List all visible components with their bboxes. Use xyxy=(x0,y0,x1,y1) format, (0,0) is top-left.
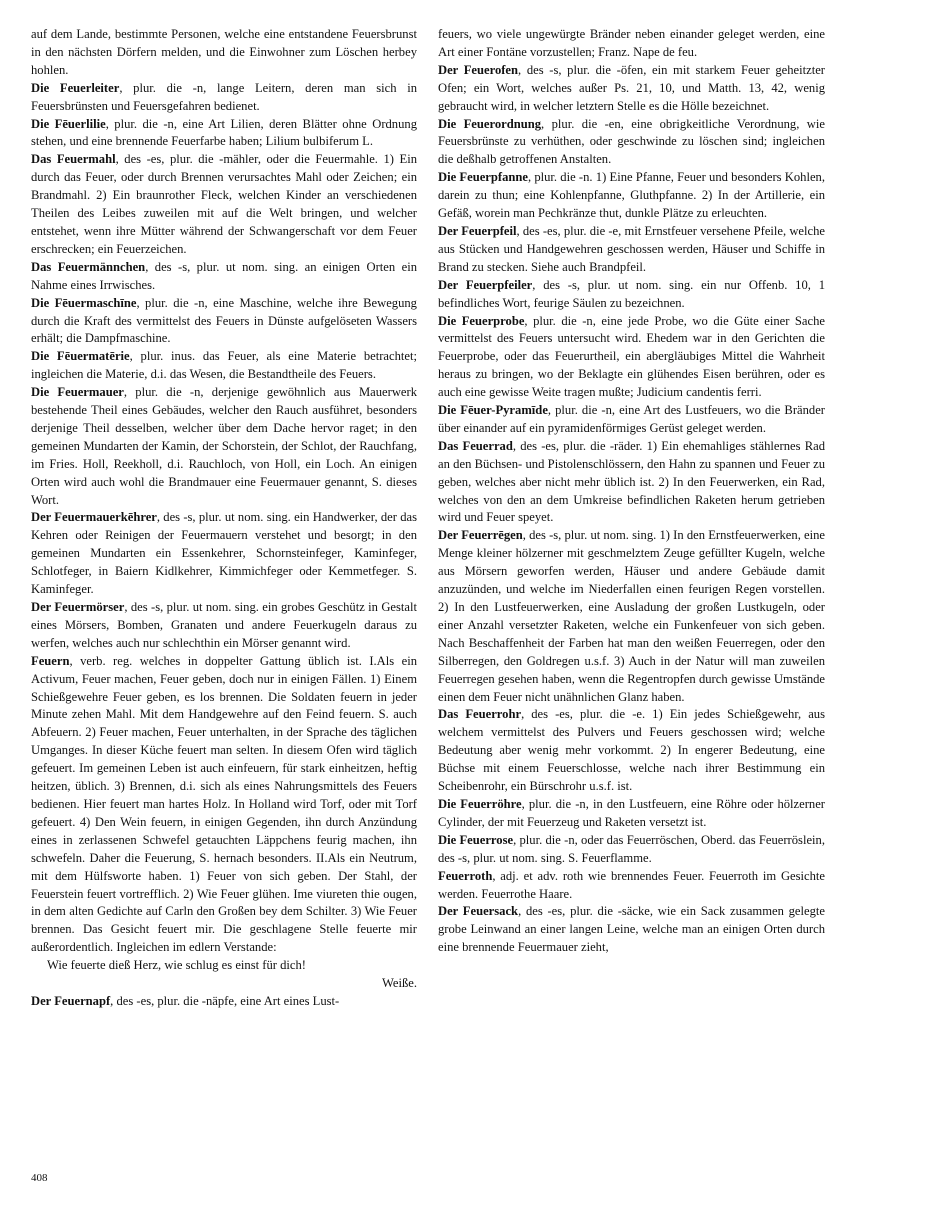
dictionary-entry xyxy=(438,26,825,62)
dictionary-entry xyxy=(31,384,417,509)
entry-text: , des -es, plur. die -mähler, oder die Feuermahle. 1) Ein durch das Feuer, oder durch Brennen verursachtes Mahl oder Zeichen; ein Brandmahl. 2) Ein braunrother Fleck, welchen Kinder an verschiedenen Theilen des Leibes zuweilen mit auf die Welt bringen, und welcher entstehet, wenn ihre Mütter während der Schwangerschaft vor dem Feuer erschrecken; ein Feuerzeichen. xyxy=(31,152,417,256)
dictionary-entry xyxy=(438,223,825,277)
entry-text: , des -es, plur. die -näpfe, eine Art eines Lust- xyxy=(110,993,340,1008)
entry-text: , des -s, plur. ut nom. sing. ein nur Offenb. 10, 1 befindliches Wort, feurige Säulen zu bezeichnen. xyxy=(438,277,825,310)
entry-text: , plur. die -n, derjenige gewöhnlich aus Mauerwerk bestehende Theil eines Gebäudes, welcher den Rauch ausführet, besonders derjenige Theil desselben, welcher über dem Dache hervor raget; in den gemeinen Mundarten der Kamin, der Schorstein, der Schlot, der Rauchfang, im Fries. Holl, Reekholl, d.i. Rauchloch, von Holl, ein Loch. An einigen Orten wird auch wohl die Brandmauer eine Feuermauer genannt, S. dieses Wort. xyxy=(31,385,417,507)
dictionary-entry xyxy=(438,116,825,170)
entry-headword: Die Feuerpfanne xyxy=(438,170,528,185)
entry-headword: Der Feuerofen xyxy=(438,62,519,77)
page-number: 408 xyxy=(31,1172,48,1184)
entry-headword: Das Feuerrad xyxy=(438,438,513,453)
dictionary-entry xyxy=(438,438,825,528)
entry-text: , plur. die -n, in den Lustfeuern, eine Röhre oder hölzerner Cylinder, der mit Feuerzeug und Raketen versetzt ist. xyxy=(438,796,825,829)
entry-text: , des -es, plur. die -e, mit Ernstfeuer versehene Pfeile, welche aus Stücken und Handgewehren geschossen werden, Häuser und Schiffe in Brand zu stecken. Siehe auch Brandpfeil. xyxy=(438,223,825,274)
entry-text: , plur. die -n, lange Leitern, deren man sich in Feuersbrünsten und Feuersgefahren bedienet. xyxy=(31,80,417,113)
dictionary-entry xyxy=(31,151,417,258)
entry-text: , des -es, plur. die -räder. 1) Ein ehemahliges stählernes Rad an den Büchsen- und Pistolenschlössern, den Hahn zu spannen und Feuer zu geben, welches aber nicht mehr üblich ist. 2) In den Feuerwerken, ein Rad, welches von den an dem Umkreise befindlichen Raketen herum getrieben wird und Feuer speyet. xyxy=(438,438,825,525)
entry-text: Wie feuerte dieß Herz, wie schlug es einst für dich! xyxy=(47,958,306,973)
entry-headword: Die Fēuermaschīne xyxy=(31,295,137,310)
dictionary-entry xyxy=(31,116,417,152)
dictionary-entry xyxy=(31,259,417,295)
entry-text: , plur. die -n, eine Maschine, welche ihre Bewegung durch die Kraft des vermittelst des Feuers in Dünste aufgelöseten Wassers erhält; die Dampfmaschine. xyxy=(31,295,417,346)
entry-headword: Die Fēuer-Pyramīde xyxy=(438,403,548,418)
entry-text: , des -s, plur. ut nom. sing. ein Handwerker, der das Kehren oder Reinigen der Feuermauern verstehet und besorgt; in den gemeinen Mundarten ein Essenkehrer, Schornsteinfeger, Kaminfeger, Schlotfeger, in Baiern Kidlkehrer, Kimmichfeger oder Kemmetfeger. S. Kaminfeger. xyxy=(31,510,417,597)
dictionary-entry xyxy=(31,26,417,80)
dictionary-entry xyxy=(438,796,825,832)
dictionary-entry xyxy=(31,993,417,1011)
dictionary-entry xyxy=(438,402,825,438)
dictionary-entry xyxy=(31,653,417,957)
dictionary-entry xyxy=(438,313,825,403)
entry-text: , plur. die -n, eine Art Lilien, deren Blätter ohne Ordnung stehen, und eine brennende Feuerfarbe haben; Lilium bulbiferum L. xyxy=(31,116,417,149)
entry-headword: Das Feuermännchen xyxy=(31,259,146,274)
entry-text: , des -es, plur. die -säcke, wie ein Sack zusammen gelegte grobe Leinwand an einer langen Leine, welche man an einigen Orten durch eine brennende Feuermauer zieht, xyxy=(438,904,825,955)
left-column xyxy=(31,26,417,1011)
right-column xyxy=(438,26,825,957)
dictionary-entry xyxy=(31,599,417,653)
dictionary-entry xyxy=(438,527,825,706)
entry-headword: Der Feuermauerkēhrer xyxy=(31,510,157,525)
dictionary-entry xyxy=(31,295,417,349)
entry-headword: Die Feuerordnung xyxy=(438,116,542,131)
dictionary-entry xyxy=(438,868,825,904)
entry-text: , des -s, plur. die -öfen, ein mit starkem Feuer geheitzter Ofen; ein Wort, welches außer Ps. 21, 10, und Matth. 13, 42, wenig gebraucht wird, in welcher letztern Stelle es die Hölle bezeichnet. xyxy=(438,62,825,113)
entry-headword: Die Feuerprobe xyxy=(438,313,525,328)
entry-text: auf dem Lande, bestimmte Personen, welche eine entstandene Feuersbrunst in den nächsten Dörfern melden, und die Einwohner zum Löschen herbey hohlen. xyxy=(31,27,417,77)
entry-headword: Die Feuerröhre xyxy=(438,796,522,811)
entry-headword: Der Feuerpfeil xyxy=(438,223,517,238)
entry-text: , plur. die -n, oder das Feuerröschen, Oberd. das Feuerröslein, des -s, plur. ut nom. sing. S. Feuerflamme. xyxy=(438,832,825,865)
entry-headword: Das Feuermahl xyxy=(31,152,116,167)
entry-headword: Die Feuermauer xyxy=(31,385,124,400)
dictionary-entry xyxy=(438,62,825,116)
dictionary-entry xyxy=(31,80,417,116)
dictionary-entry xyxy=(438,832,825,868)
entry-text: , plur. die -n, eine jede Probe, wo die Güte einer Sache vermittelst des Feuers untersucht wird. Ehedem war in den Gerichten die Feuerprobe, oder das Feuerurtheil, ein abergläubiges Mittel die Wahrheit heraus zu bringen, wo der Beklagte ein glühendes Eisen berühren, oder es auch eine gewisse Weite tragen mußte; Judicium candentis ferri. xyxy=(438,313,825,400)
entry-headword: Das Feuerrohr xyxy=(438,707,522,722)
entry-headword: Der Feuernapf xyxy=(31,993,111,1008)
entry-text: feuers, wo viele ungewürgte Bränder neben einander geleget werden, eine Art einer Fontäne vorzustellen; Franz. Nape de feu. xyxy=(438,27,825,59)
dictionary-entry xyxy=(438,277,825,313)
entry-text: , des -s, plur. ut nom. sing. 1) In den Ernstfeuerwerken, eine Menge kleiner hölzerner mit geschmelztem Zeuge gefüllter Kugeln, welche aus Mörsern geworfen werden, Häuser und andere Gebäude damit anzuzünden, und welche im Niederfallen einen feurigen Regen vorstellen. 2) In den Lustfeuerwerken, eine Ausladung der großen Lustkugeln, oder einer Anzahl versetzter Raketen, welche ein Funkenfeuer von sich geben. Nach Beschaffenheit der Farben hat man den weißen Feuerregen, oder den Silberregen, den Goldregen u.s.f. 3) Auch in der Natur will man zuweilen Feuerregen gesehen haben, wenn die Regentropfen durch gewisse Umstände einen dem Feuer nicht unähnlichen Glanz haben. xyxy=(438,528,826,704)
entry-text: , plur. die -en, eine obrigkeitliche Verordnung, wie Feuersbrünste zu verhüthen, oder geschwinde zu löschen sind; ingleichen die deßhalb getroffenen Anstalten. xyxy=(438,116,825,167)
dictionary-entry xyxy=(31,348,417,384)
dictionary-entry xyxy=(438,903,825,957)
dictionary-entry xyxy=(438,169,825,223)
entry-text: , plur. die -n, eine Art des Lustfeuers, wo die Bränder über einander auf ein pyramidenförmiges Gerüst geleget werden. xyxy=(438,403,825,435)
entry-headword: Der Feuerpfeiler xyxy=(438,277,533,292)
entry-text: , adj. et adv. roth wie brennendes Feuer. Feuerroth im Gesichte werden. Feuerrothe Haare. xyxy=(438,868,825,901)
entry-headword: Die Fēuerlilie xyxy=(31,116,106,131)
entry-headword: Die Fēuermatērie xyxy=(31,349,130,364)
entry-text: , plur. die -n. 1) Eine Pfanne, Feuer und besonders Kohlen, darein zu thun; eine Kohlenpfanne, Gluthpfanne. 2) In der Artillerie, ein Gefäß, worein man Pechkränze thut, dunkle Plätze zu erleuchten. xyxy=(438,170,825,221)
entry-headword: Die Feuerleiter xyxy=(31,80,120,95)
entry-headword: Feuern xyxy=(31,653,70,668)
entry-text: , verb. reg. welches in doppelter Gattung üblich ist. I.Als ein Activum, Feuer machen, Feuer geben, doch nur in einigen Fällen. 1) Einem Schießgewehre Feuer geben, es los brennen. Die Soldaten feuern in jeder Minute zehen Mahl. Mit dem Handgewehre auf den Feind feuern. S. auch Abfeuern. 2) Feuer machen, Feuer unterhalten, in der Sprache des täglichen Umganges. In dieser Küche feuert man selten. In diesem Ofen wird täglich gefeuert. Im gemeinen Leben ist auch einfeuern, für stark einheitzen, heftig heitzen, üblich. 3) Brennen, d.i. sich als eines Nahrungsmittels des Feuers bedienen. Hier feuert man hartes Holz. In Holland wird Torf, oder mit Torf gefeuert. 4) Den Wein feuern, in einigen Gegenden, ihn durch Anzündung eines in zerlassenen Schwefel getauchten Läppchens feurig machen, ihn schwefeln. Daher die Feuerung, S. hernach besonders. II.Als ein Neutrum, mit dem Hülfsworte haben. 1) Feuer von sich geben. Der Stahl, der Feuerstein feuert vortrefflich. 2) Wie Feuer glühen. Ime viureten thie ougen, in dem alten Gedichte auf Carln den Großen bey dem Schilter. 3) Wie Feuer brennen. Das Gesicht feuert mir. Die geschlagene Stelle feuerte mir außerordentlich. Ingleichen im edlern Verstande: xyxy=(31,653,417,955)
dictionary-entry xyxy=(31,509,417,599)
entry-text: , des -es, plur. die -e. 1) Ein jedes Schießgewehr, aus welchem vermittelst des Pulvers und Feuers geschossen wird; welche Bedeutung aber wenig mehr vorkommt. 2) In engerer Bedeutung, eine Büchse mit einem Feuerschlosse, welche nach ihrer Bestimmung ein Scheibenrohr, ein Bürschrohr u.s.f. ist. xyxy=(438,707,825,794)
entry-verse xyxy=(31,957,417,975)
dictionary-entry xyxy=(438,706,825,796)
entry-attrib xyxy=(31,975,417,993)
entry-headword: Der Feuerrēgen xyxy=(438,528,523,543)
entry-text: , des -s, plur. ut nom. sing. an einigen Orten ein Nahme eines Irrwisches. xyxy=(31,259,417,292)
entry-headword: Der Feuermörser xyxy=(31,600,125,614)
entry-headword: Feuerroth xyxy=(438,868,493,883)
entry-text: Weiße. xyxy=(381,976,417,991)
entry-text: , plur. inus. das Feuer, als eine Materie betrachtet; ingleichen die Materie, d.i. das Wesen, die Bestandtheile des Feuers. xyxy=(31,349,417,382)
entry-headword: Die Feuerrose xyxy=(438,832,514,847)
entry-text: , des -s, plur. ut nom. sing. ein grobes Geschütz in Gestalt eines Mörsers, Bomben, Granaten und andere Feuerkugeln daraus zu werfen, welches auch nur schlechthin ein Mörser genannt wird. xyxy=(31,600,417,650)
entry-headword: Der Feuersack xyxy=(438,904,519,919)
